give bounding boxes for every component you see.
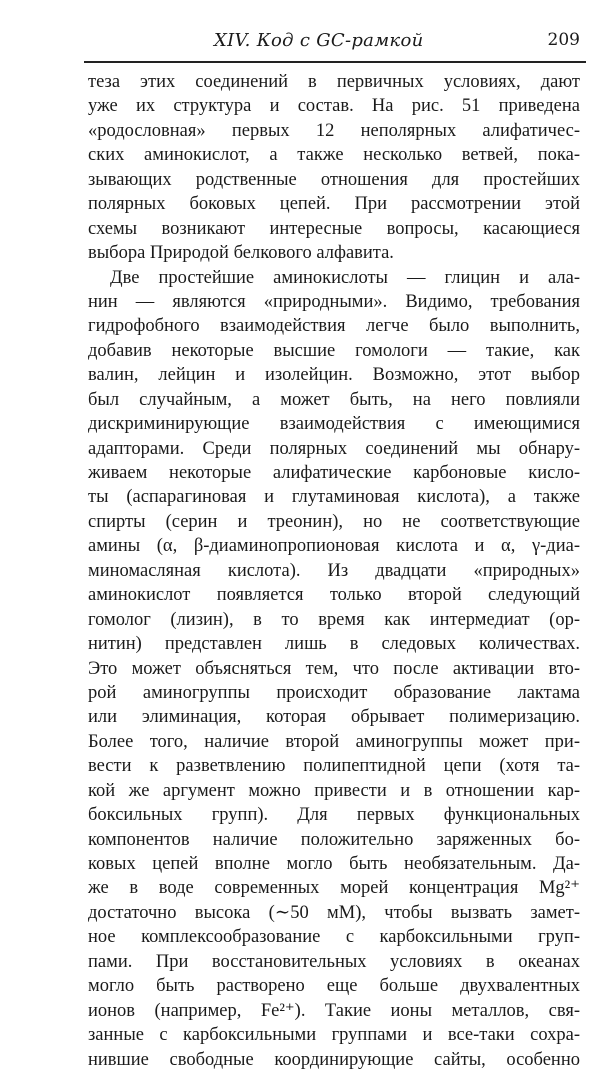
text-line: миномасляная кислота). Из двадцати «природных» — [88, 560, 580, 581]
text-line: адапторами. Среди полярных соединений мы обнару- — [88, 438, 580, 459]
text-line: ковых цепей вполне могло быть необязательным. Да- — [88, 854, 580, 874]
text-line: нившие свободные координирующие сайты, особенно — [88, 1049, 580, 1070]
text-line: кой же аргумент можно привести и в отношении кар- — [88, 780, 580, 801]
text-line: ное комплексообразование с карбоксильными груп- — [88, 927, 580, 948]
text-line: был случайным, а может быть, на него повлияли — [88, 389, 580, 410]
text-line: схемы возникают интересные вопросы, касающиеся — [88, 218, 580, 239]
header-rule — [84, 61, 586, 63]
text-line: гомолог (лизин), в то время как интермедиат (ор- — [88, 609, 580, 630]
text-line: валин, лейцин и изолейцин. Возможно, этот выбор — [88, 365, 580, 386]
text-line: нин — являются «природными». Видимо, требования — [88, 291, 580, 312]
running-title: XIV. Код с GC-рамкой — [214, 30, 424, 51]
text-line: амины (α, β-диаминопропионовая кислота и α, γ-диа- — [88, 536, 580, 557]
page-number: 209 — [547, 30, 580, 50]
text-line: занные с карбоксильными группами и все-таки сохра- — [88, 1025, 580, 1046]
text-line: спирты (серин и треонин), но не соответствующие — [88, 511, 580, 532]
text-line: или элиминация, которая обрывает полимеризацию. — [88, 707, 580, 728]
text-line: достаточно высока (∼50 мМ), чтобы вызвать замет- — [88, 902, 580, 923]
text-line: ионов (например, Fe²⁺). Такие ионы металлов, свя- — [88, 1000, 580, 1021]
text-line: Более того, наличие второй аминогруппы может при- — [88, 731, 580, 752]
text-line: Это может объясняться тем, что после активации вто- — [88, 658, 580, 679]
text-line: боксильных групп). Для первых функциональных — [88, 805, 580, 826]
text-line: ты (аспарагиновая и глутаминовая кислота), а также — [88, 487, 580, 508]
text-line: нитин) представлен лишь в следовых количествах. — [88, 634, 580, 655]
text-line: рой аминогруппы происходит образование лактама — [88, 682, 580, 703]
running-head — [88, 24, 584, 60]
text-line: зывающих родственные отношения для простейших — [88, 169, 580, 190]
text-line: вести к разветвлению полипептидной цепи (хотя та- — [88, 756, 580, 777]
text-line: выбора Природой белкового алфавита. — [88, 243, 394, 264]
text-line: гидрофобного взаимодействия легче было выполнить, — [88, 316, 580, 337]
text-line: уже их структура и состав. На рис. 51 приведена — [88, 96, 580, 117]
text-line: дискриминирующие взаимодействия с имеющимися — [88, 414, 580, 435]
text-line: ских аминокислот, а также несколько ветвей, пока- — [88, 145, 580, 166]
text-line: теза этих соединений в первичных условиях, дают — [88, 72, 580, 92]
text-line: «родословная» первых 12 неполярных алифатичес- — [88, 120, 580, 141]
text-line: компонентов наличие положительно заряженных бо- — [88, 829, 580, 850]
text-line: добавив некоторые высшие гомологи — такие, как — [88, 340, 580, 361]
text-line: аминокислот появляется только второй следующий — [88, 585, 580, 606]
body-text — [88, 70, 580, 1072]
text-line: пами. При восстановительных условиях в океанах — [88, 951, 580, 972]
text-line: Две простейшие аминокислоты — глицин и ала- — [110, 267, 580, 288]
text-line: живаем некоторые алифатические карбоновые кисло- — [88, 463, 580, 483]
text-line: полярных боковых цепей. При рассмотрении этой — [88, 194, 580, 215]
text-line: могло быть растворено еще больше двухвалентных — [88, 976, 580, 997]
text-line: же в воде современных морей концентрация Mg²⁺ — [88, 878, 580, 899]
